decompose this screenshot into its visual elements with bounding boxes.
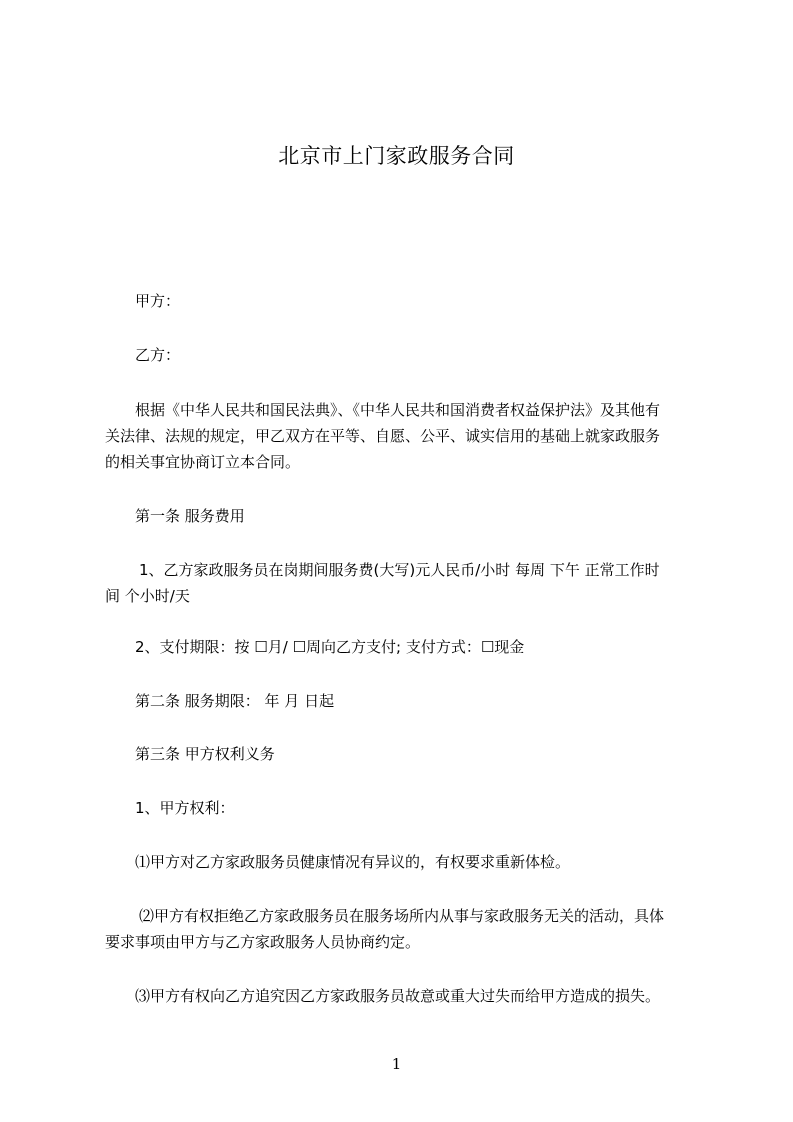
party-a-label: 甲方： [135, 292, 181, 310]
article-3-heading: 第三条 甲方权利义务 [135, 745, 275, 763]
intro-line-1: 根据《中华人民共和国民法典》、《中华人民共和国消费者权益保护法》及其他有 [135, 401, 661, 419]
article-1-item-1-line-1: 1、乙方家政服务员在岗期间服务费(大写)元人民币/小时 每周 下午 正常工作时 [139, 561, 660, 579]
intro-line-3: 的相关事宜协商订立本合同。 [105, 453, 301, 471]
article-1-heading: 第一条 服务费用 [135, 507, 245, 525]
party-a-rights-heading: 1、甲方权利： [135, 799, 235, 817]
article-1-item-1-line-2: 间 个小时/天 [105, 587, 190, 605]
document-title: 北京市上门家政服务合同 [278, 144, 515, 168]
intro-line-2: 关法律、法规的规定，甲乙双方在平等、自愿、公平、诚实信用的基础上就家政服务 [105, 427, 661, 445]
party-a-right-2 [105, 903, 705, 955]
party-a-right-2-line-1: ⑵甲方有权拒绝乙方家政服务员在服务场所内从事与家政服务无关的活动，具体 [139, 907, 665, 925]
party-a-right-2-line-2: 要求事项由甲方与乙方家政服务人员协商约定。 [105, 933, 421, 951]
party-a-right-3: ⑶甲方有权向乙方追究因乙方家政服务员故意或重大过失而给甲方造成的损失。 [135, 987, 661, 1005]
article-1-item-1 [105, 557, 705, 609]
article-2: 第二条 服务期限： 年 月 日起 [135, 692, 335, 710]
intro-paragraph [105, 397, 705, 475]
party-a-right-1: ⑴甲方对乙方家政服务员健康情况有异议的，有权要求重新体检。 [135, 853, 571, 871]
page-number: 1 [391, 1055, 402, 1073]
article-1-item-2: 2、支付期限：按 ☐月/ ☐周向乙方支付; 支付方式：☐现金 [135, 638, 525, 656]
party-b-label: 乙方： [135, 346, 181, 364]
